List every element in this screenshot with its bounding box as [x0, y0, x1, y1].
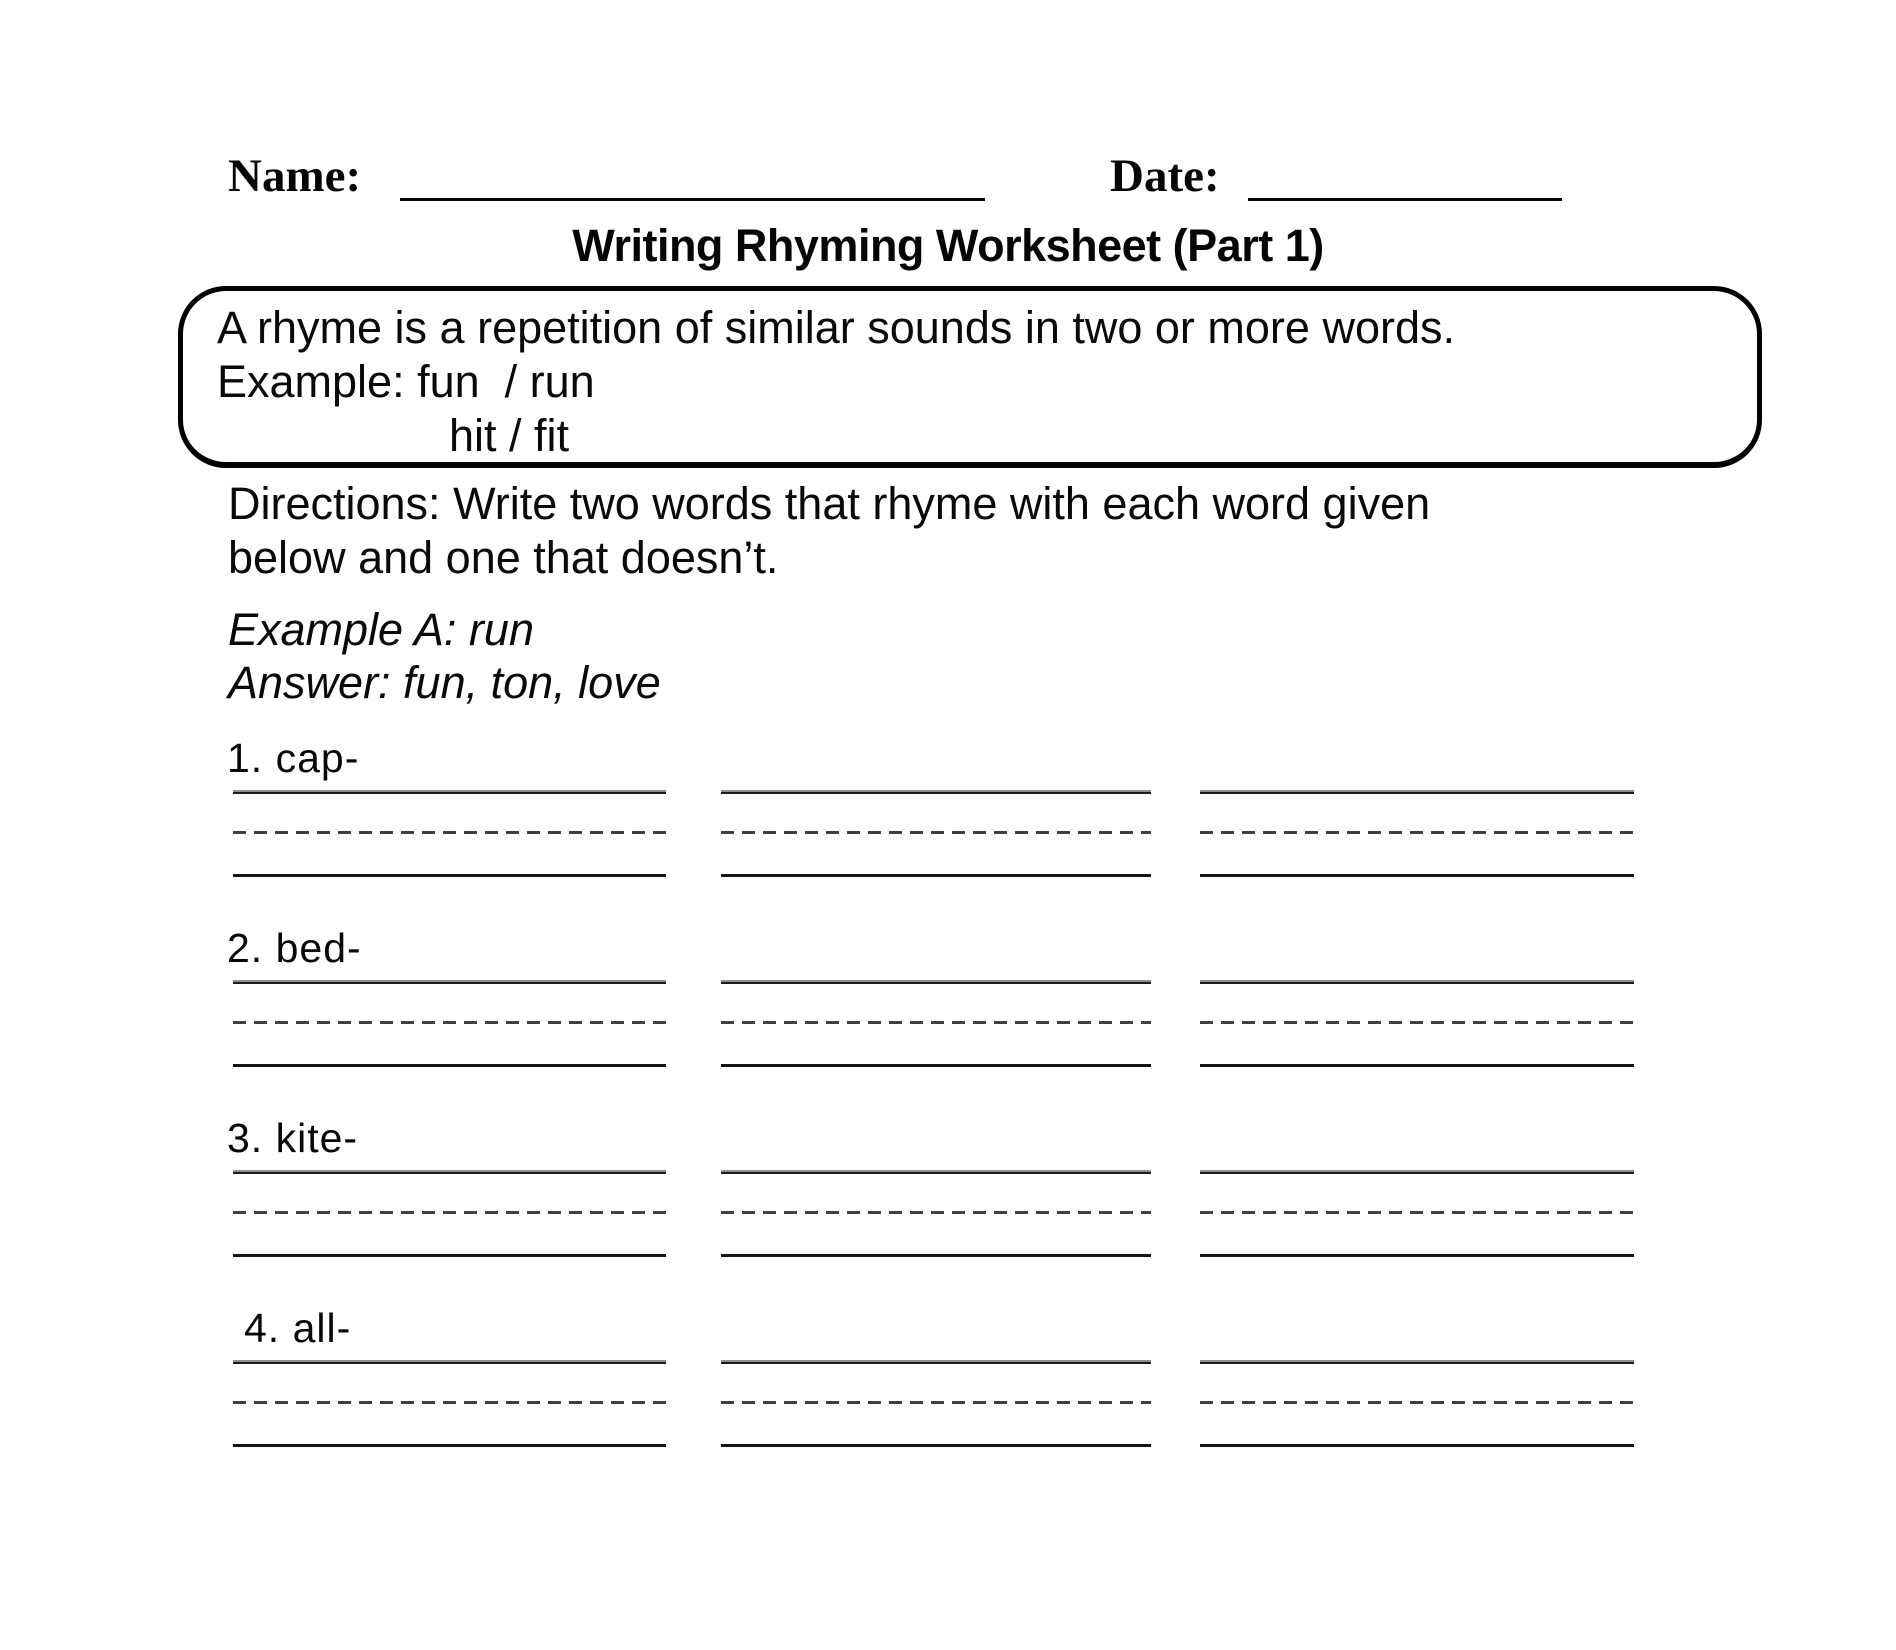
writing-line-top	[721, 1360, 1151, 1364]
writing-line-top	[233, 1360, 666, 1364]
writing-line-bottom	[1200, 1444, 1634, 1447]
writing-line-top	[233, 790, 666, 794]
writing-line-dashed	[233, 831, 666, 834]
worksheet-item-3	[0, 1115, 1896, 1305]
worksheet-item-4	[0, 1305, 1896, 1495]
definition-example-line1: Example: fun / run	[217, 356, 595, 407]
writing-line-bottom	[721, 1254, 1151, 1257]
writing-line-top	[1200, 790, 1634, 794]
writing-line-top	[1200, 980, 1634, 984]
writing-line-top	[233, 1170, 666, 1174]
writing-line-dashed	[233, 1401, 666, 1404]
definition-example-line2: hit / fit	[449, 410, 570, 461]
definition-text: A rhyme is a repetition of similar sounds in two or more words.	[217, 302, 1455, 353]
writing-line-bottom	[233, 1444, 666, 1447]
name-blank-line	[400, 158, 985, 201]
writing-line-top	[1200, 1360, 1634, 1364]
item-word-label: 3. kite-	[227, 1115, 359, 1161]
name-label: Name:	[228, 150, 362, 202]
item-word-label: 2. bed-	[227, 925, 362, 971]
worksheet-item-2	[0, 925, 1896, 1115]
writing-line-bottom	[233, 1254, 666, 1257]
writing-line-bottom	[1200, 874, 1634, 877]
example-prompt: Example A: run	[228, 604, 534, 655]
definition-box	[178, 286, 1762, 468]
directions-line-1: Directions: Write two words that rhyme with each word given	[228, 478, 1431, 529]
writing-line-dashed	[233, 1021, 666, 1024]
item-word-label: 4. all-	[244, 1305, 352, 1351]
example-block	[228, 603, 661, 709]
date-blank-line	[1248, 158, 1562, 201]
worksheet-item-1	[0, 735, 1896, 925]
writing-line-dashed	[721, 1021, 1151, 1024]
worksheet-title: Writing Rhyming Worksheet (Part 1)	[572, 220, 1324, 271]
writing-line-bottom	[233, 1064, 666, 1067]
directions-line-2: below and one that doesn’t.	[228, 532, 779, 583]
writing-line-dashed	[1200, 1211, 1634, 1214]
writing-line-bottom	[1200, 1254, 1634, 1257]
writing-line-top	[233, 980, 666, 984]
writing-line-top	[721, 1170, 1151, 1174]
writing-line-top	[721, 790, 1151, 794]
writing-line-dashed	[721, 1211, 1151, 1214]
example-answer: Answer: fun, ton, love	[228, 657, 661, 708]
writing-line-top	[721, 980, 1151, 984]
writing-line-bottom	[721, 1064, 1151, 1067]
writing-line-dashed	[1200, 831, 1634, 834]
directions-paragraph	[228, 477, 1430, 585]
writing-line-dashed	[1200, 1401, 1634, 1404]
writing-line-bottom	[721, 874, 1151, 877]
writing-line-dashed	[233, 1211, 666, 1214]
writing-line-dashed	[721, 1401, 1151, 1404]
writing-line-bottom	[233, 874, 666, 877]
item-word-label: 1. cap-	[227, 735, 360, 781]
writing-line-dashed	[1200, 1021, 1634, 1024]
writing-line-top	[1200, 1170, 1634, 1174]
writing-line-dashed	[721, 831, 1151, 834]
date-label: Date:	[1110, 150, 1220, 202]
writing-line-bottom	[1200, 1064, 1634, 1067]
writing-line-bottom	[721, 1444, 1151, 1447]
